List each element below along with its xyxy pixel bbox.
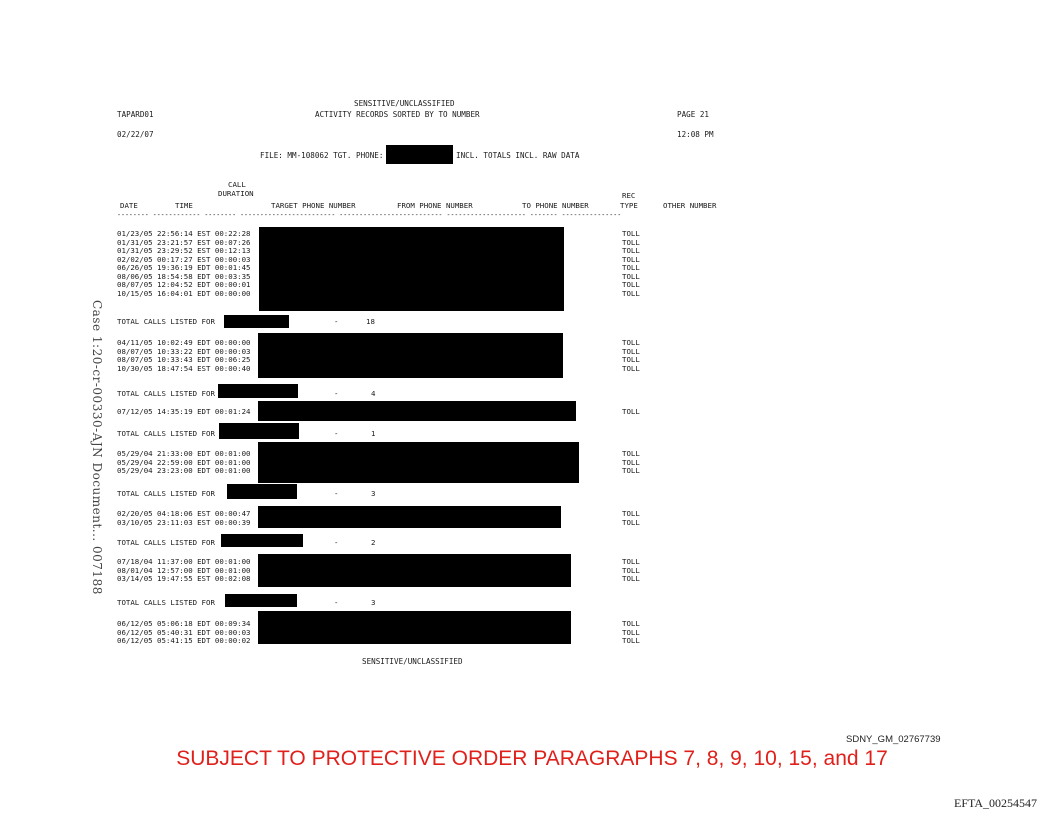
record-type: TOLL	[622, 338, 640, 347]
redaction-total	[227, 484, 297, 499]
report-time: 12:08 PM	[677, 130, 714, 139]
record-type: TOLL	[622, 574, 640, 583]
total-count: 3	[371, 598, 376, 607]
record-line: 03/14/05 19:47:55 EST 00:02:08	[117, 574, 251, 583]
redaction-total	[219, 423, 299, 439]
record-line: 08/07/05 10:33:22 EDT 00:00:03	[117, 346, 251, 356]
record-type: TOLL	[622, 229, 640, 238]
total-count: 18	[366, 317, 375, 326]
record-type: TOLL	[622, 466, 640, 475]
record-line: 07/18/04 11:37:00 EDT 00:01:00	[117, 557, 251, 566]
record-type: TOLL	[622, 280, 640, 289]
col-other: OTHER NUMBER	[663, 201, 717, 210]
col-from: FROM PHONE NUMBER	[397, 201, 473, 210]
record-type: TOLL	[622, 457, 640, 467]
record-type: TOLL	[622, 288, 640, 298]
bates-number: SDNY_GM_02767739	[846, 734, 941, 745]
total-label: TOTAL CALLS LISTED FOR	[117, 389, 215, 398]
record-type: TOLL	[622, 254, 640, 264]
record-line: 07/12/05 14:35:19 EDT 00:01:24	[117, 407, 251, 416]
record-line: 05/29/04 23:23:00 EDT 00:01:00	[117, 466, 251, 475]
redaction-block	[258, 401, 576, 421]
record-line: 08/07/05 12:04:52 EDT 00:00:01	[117, 280, 251, 289]
record-type: TOLL	[622, 407, 640, 416]
redaction-total	[221, 534, 303, 547]
record-line: 08/06/05 18:54:58 EDT 00:03:35	[117, 271, 251, 281]
record-type: TOLL	[622, 355, 640, 364]
record-type: TOLL	[622, 271, 640, 281]
redaction-total	[225, 594, 297, 607]
record-line: 08/07/05 10:33:43 EDT 00:06:25	[117, 355, 251, 364]
efta-number: EFTA_00254547	[954, 796, 1038, 810]
total-count: 1	[371, 429, 376, 438]
record-line: 10/30/05 18:47:54 EST 00:00:40	[117, 363, 251, 373]
total-dash: -	[334, 389, 339, 398]
record-line: 06/12/05 05:06:18 EDT 00:09:34	[117, 619, 251, 628]
record-line: 01/23/05 22:56:14 EST 00:22:28	[117, 229, 251, 238]
record-line: 08/01/04 12:57:00 EDT 00:01:00	[117, 565, 251, 575]
total-count: 4	[371, 389, 376, 398]
record-type: TOLL	[622, 363, 640, 373]
redaction-block	[258, 611, 571, 644]
record-line: 04/11/05 10:02:49 EDT 00:00:00	[117, 338, 251, 347]
redaction-total	[218, 384, 298, 398]
redaction-block	[258, 506, 561, 528]
record-line: 02/20/05 04:18:06 EST 00:00:47	[117, 509, 251, 518]
record-type: TOLL	[622, 517, 640, 527]
record-type: TOLL	[622, 346, 640, 356]
record-line: 06/12/05 05:41:15 EDT 00:00:02	[117, 636, 251, 645]
record-line: 05/29/04 21:33:00 EDT 00:01:00	[117, 449, 251, 458]
col-call: CALL	[228, 180, 246, 189]
record-line: 06/12/05 05:40:31 EDT 00:00:03	[117, 627, 251, 637]
total-label: TOTAL CALLS LISTED FOR	[117, 598, 215, 607]
record-line: 01/31/05 23:29:52 EST 00:12:13	[117, 246, 251, 255]
header-rule: -------- ------------ -------- ------------------------ -------------------------- -------------------- ------- ---------------	[117, 211, 622, 219]
total-count: 3	[371, 489, 376, 498]
classification-bottom: SENSITIVE/UNCLASSIFIED	[362, 657, 463, 666]
col-target: TARGET PHONE NUMBER	[271, 201, 356, 210]
protective-order-notice: SUBJECT TO PROTECTIVE ORDER PARAGRAPHS 7, 8, 9, 10, 15, and 17	[176, 747, 888, 770]
side-stamp: Case 1:20-cr-00330-AJN Document... 007188	[90, 300, 104, 595]
report-date: 02/22/07	[117, 130, 154, 139]
total-label: TOTAL CALLS LISTED FOR	[117, 538, 215, 547]
redaction-block	[258, 333, 563, 378]
total-dash: -	[334, 538, 339, 547]
record-type: TOLL	[622, 557, 640, 566]
redaction-block	[258, 442, 579, 483]
col-rec: REC	[622, 191, 636, 200]
record-type: TOLL	[622, 246, 640, 255]
record-type: TOLL	[622, 237, 640, 247]
col-date: DATE	[120, 201, 138, 210]
record-line: 01/31/05 23:21:57 EST 00:07:26	[117, 237, 251, 247]
total-dash: -	[334, 598, 339, 607]
total-dash: -	[334, 317, 339, 326]
report-id: TAPARD01	[117, 110, 154, 119]
redaction-total	[224, 315, 289, 328]
col-type: TYPE	[620, 201, 638, 210]
total-label: TOTAL CALLS LISTED FOR	[117, 429, 215, 438]
record-line: 03/10/05 23:11:03 EST 00:00:39	[117, 517, 251, 527]
total-label: TOTAL CALLS LISTED FOR	[117, 489, 215, 498]
file-label: FILE: MM-108062 TGT. PHONE:	[260, 151, 384, 160]
col-to: TO PHONE NUMBER	[522, 201, 589, 210]
file-suffix: INCL. TOTALS INCL. RAW DATA	[456, 151, 580, 160]
total-dash: -	[334, 489, 339, 498]
redaction-block	[259, 227, 564, 311]
record-type: TOLL	[622, 619, 640, 628]
record-type: TOLL	[622, 449, 640, 458]
total-dash: -	[334, 429, 339, 438]
classification-top: SENSITIVE/UNCLASSIFIED	[354, 99, 455, 108]
col-time: TIME	[175, 201, 193, 210]
col-duration: DURATION	[218, 189, 254, 198]
record-line: 05/29/04 22:59:00 EDT 00:01:00	[117, 457, 251, 467]
record-type: TOLL	[622, 509, 640, 518]
record-type: TOLL	[622, 627, 640, 637]
redaction-target-phone	[386, 145, 453, 164]
total-label: TOTAL CALLS LISTED FOR	[117, 317, 215, 326]
record-type: TOLL	[622, 636, 640, 645]
record-line: 10/15/05 16:04:01 EDT 00:00:00	[117, 288, 251, 298]
page-number: PAGE 21	[677, 110, 710, 119]
record-line: 02/02/05 00:17:27 EST 00:00:03	[117, 254, 251, 264]
record-line: 06/26/05 19:36:19 EDT 00:01:45	[117, 263, 251, 272]
redaction-block	[258, 554, 571, 587]
report-title: ACTIVITY RECORDS SORTED BY TO NUMBER	[315, 110, 480, 119]
record-type: TOLL	[622, 565, 640, 575]
record-type: TOLL	[622, 263, 640, 272]
total-count: 2	[371, 538, 376, 547]
